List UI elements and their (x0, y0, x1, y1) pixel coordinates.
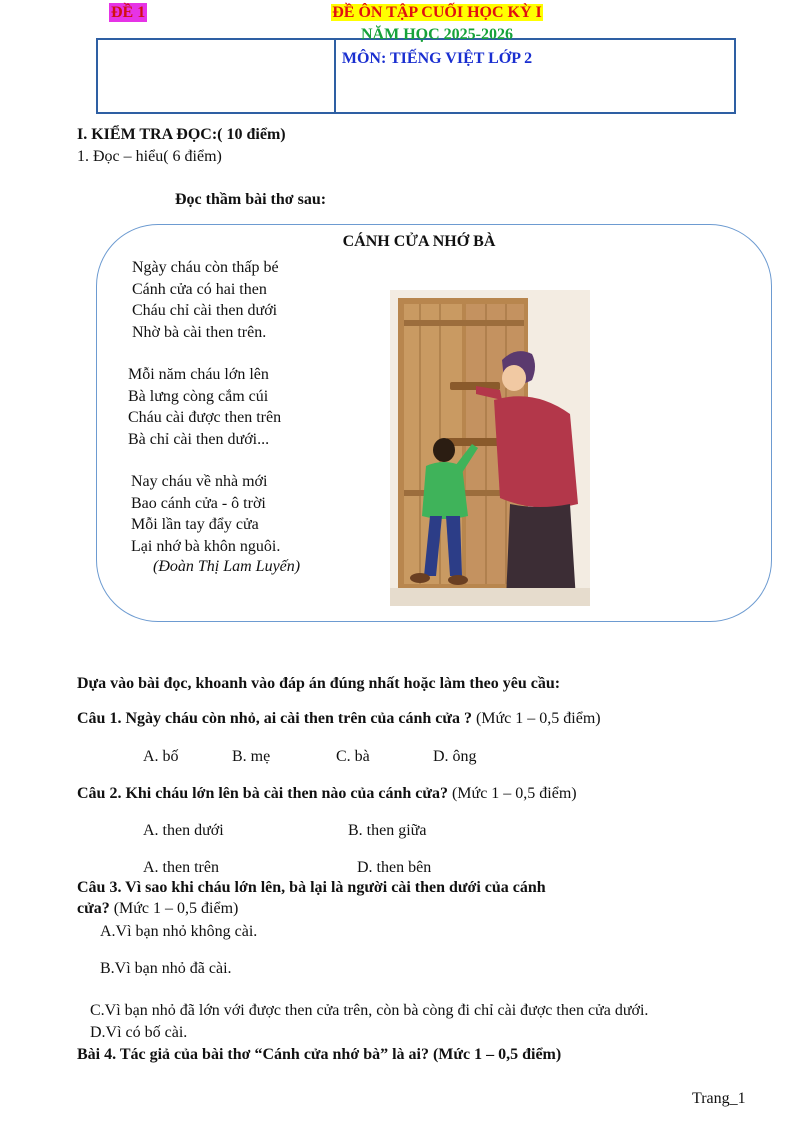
poem-title: CÁNH CỬA NHỚ BÀ (342, 233, 496, 250)
q2-option-a[interactable]: A. then dưới (143, 822, 224, 839)
door-illustration (390, 290, 590, 606)
poem-stanza-3 (131, 471, 280, 557)
poem-stanza-2 (128, 364, 281, 450)
poem-line: Mỗi năm cháu lớn lên (128, 366, 269, 383)
q1-option-c[interactable]: C. bà (336, 748, 370, 765)
q3-option-a[interactable]: A.Vì bạn nhỏ không cài. (100, 923, 258, 940)
poem-stanza-1 (132, 257, 279, 343)
poem-line: Cháu cài được then trên (128, 409, 282, 426)
q1-option-d[interactable]: D. ông (433, 748, 477, 765)
question-2 (77, 784, 577, 804)
poem-line: Bà lưng còng cắm cúi (128, 387, 269, 405)
question-text: cửa? (77, 900, 110, 917)
poem-line: Ngày cháu còn thấp bé (132, 259, 279, 276)
question-3-line-1: Câu 3. Vì sao khi cháu lớn lên, bà lại là người cài then dưới của cánh (77, 879, 546, 896)
poem-line: Mỗi lần tay đẩy cửa (131, 516, 259, 533)
q3-option-b[interactable]: B.Vì bạn nhỏ đã cài. (100, 960, 232, 977)
poem-line: Cháu chỉ cài then dưới (132, 302, 278, 319)
read-instruction: Đọc thầm bài thơ sau: (175, 191, 327, 208)
poem-line: Bà chỉ cài then dưới... (128, 430, 270, 448)
question-text: Câu 2. Khi cháu lớn lên bà cài then nào của cánh cửa? (77, 785, 448, 802)
q2-option-d[interactable]: D. then bên (357, 859, 432, 876)
question-level: (Mức 1 – 0,5 điểm) (451, 785, 577, 802)
poem-author: (Đoàn Thị Lam Luyến) (153, 558, 301, 575)
subject: MÔN: TIẾNG VIỆT LỚP 2 (341, 50, 533, 67)
q1-option-b[interactable]: B. mẹ (232, 748, 271, 765)
question-3-line-2 (77, 899, 238, 919)
subsection-heading: 1. Đọc – hiểu( 6 điểm) (77, 148, 222, 165)
q2-option-b[interactable]: B. then giữa (348, 822, 427, 839)
section-heading: I. KIỂM TRA ĐỌC:( 10 điểm) (77, 126, 286, 143)
exam-number-badge: ĐỀ 1 (111, 4, 146, 21)
q2-option-c[interactable]: A. then trên (143, 859, 219, 876)
question-4: Bài 4. Tác giả của bài thơ “Cánh cửa nhớ bà” là ai? (Mức 1 – 0,5 điểm) (77, 1046, 562, 1063)
school-year: NĂM HỌC 2025-2026 (361, 26, 513, 43)
exam-title (238, 3, 636, 23)
poem-line: Bao cánh cửa - ô trời (131, 494, 266, 512)
poem-line: Nhờ bà cài then trên. (132, 323, 267, 341)
q3-option-d[interactable]: D.Vì có bố cài. (90, 1024, 188, 1041)
question-level: (Mức 1 – 0,5 điểm) (475, 710, 601, 727)
poem-line: Lại nhớ bà khôn nguôi. (131, 537, 281, 555)
instructions: Dựa vào bài đọc, khoanh vào đáp án đúng nhất hoặc làm theo yêu cầu: (77, 675, 561, 692)
page-number: Trang_1 (692, 1090, 746, 1107)
poem-line: Cánh cửa có hai then (132, 280, 267, 298)
question-1 (77, 709, 601, 729)
q1-option-a[interactable]: A. bố (143, 748, 179, 765)
poem-line: Nay cháu về nhà mới (131, 473, 268, 490)
question-level: (Mức 1 – 0,5 điểm) (113, 900, 239, 917)
q3-option-c[interactable]: C.Vì bạn nhỏ đã lớn với được then cửa trên, còn bà còng đi chỉ cài được then cửa dưới. (90, 1002, 649, 1019)
question-text: Câu 1. Ngày cháu còn nhỏ, ai cài then trên của cánh cửa ? (77, 710, 472, 727)
exam-title-text: ĐỀ ÔN TẬP CUỐI HỌC KỲ I (332, 4, 542, 21)
